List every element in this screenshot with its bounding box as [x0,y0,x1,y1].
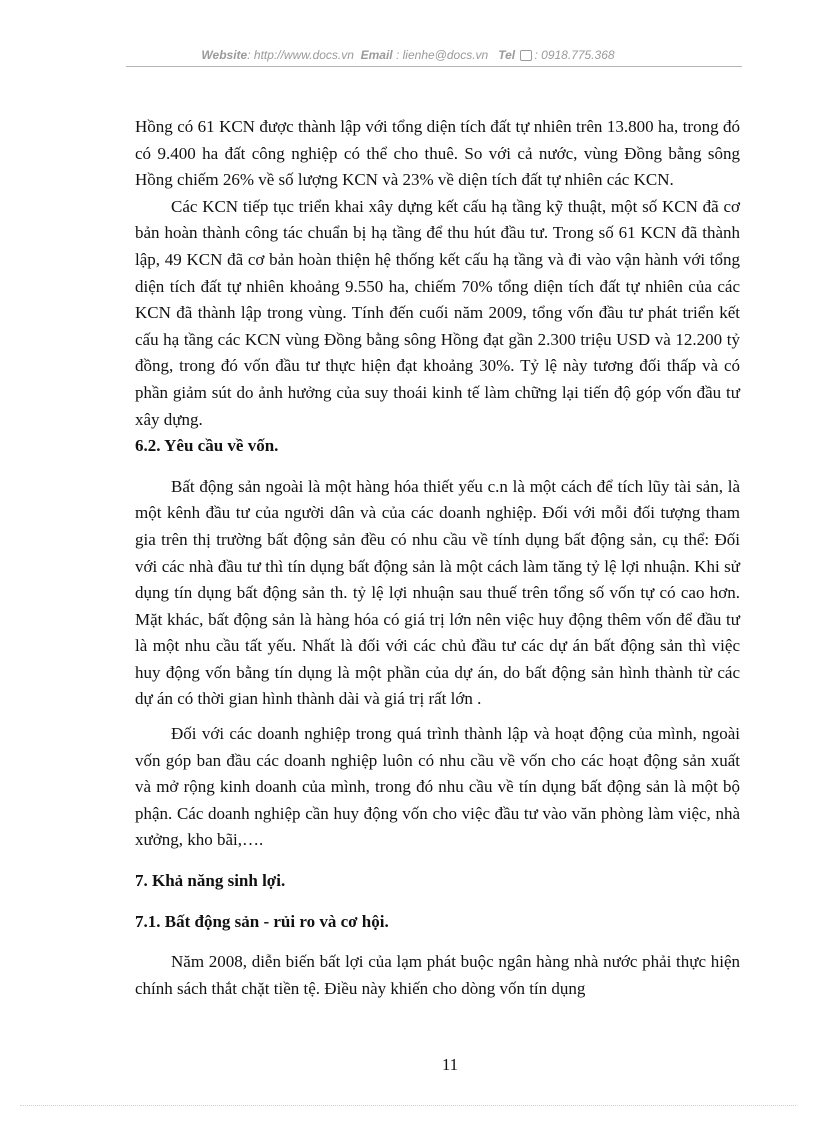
telephone-icon [520,50,532,61]
tel-label: Tel [498,48,516,62]
paragraph-3: Bất động sản ngoài là một hàng hóa thiết yếu c.n là một cách để tích lũy tài sản, là một kênh đầu tư của người dân và của các doanh nghiệp. Đối với mỗi đối tượng tham gia trên thị trường bất động sản đều có nhu cầu về tính dụng bất động sản, cụ thể: Đối với các nhà đầu tư thì tín dụng bất động sản là một cách làm tăng tỷ lệ lợi nhuận. Khi sử dụng tín dụng bất động sản th. tỷ lệ lợi nhuận sau thuế trên tổng số vốn tự có cao hơn. Mặt khác, bất động sản là hàng hóa có giá trị lớn nên việc huy động thêm vốn để đầu tư là một nhu cầu tất yếu. Nhất là đối với các chủ đầu tư các dự án bất động sản thì việc huy động vốn bằng tín dụng là một phần của dự án, do bất động sản hình thành từ các dự án có thời gian hình thành dài và giá trị rất lớn . [135,476,740,709]
page-header [0,48,816,62]
page-number: 11 [441,1055,459,1074]
footer-rule [20,1105,796,1106]
section-heading-7: 7. Khả năng sinh lợi. [135,871,286,891]
paragraph-1: Hồng có 61 KCN được thành lập với tổng diện tích đất tự nhiên trên 13.800 ha, trong đó có 9.400 ha đất công nghiệp có thể cho thuê. So với cả nước, vùng Đồng bằng sông Hồng chiếm 26% về số lượng KCN và 23% về diện tích đất tự nhiên các KCN. [135,117,740,190]
header-rule [126,66,742,67]
website-separator: : [247,48,254,62]
section-heading-7-1: 7.1. Bất động sản - rủi ro và cơ hội. [135,911,389,931]
paragraph-4: Đối với các doanh nghiệp trong quá trình thành lập và hoạt động của mình, ngoài vốn góp ban đầu các doanh nghiệp luôn có nhu cầu về vốn cho các hoạt động sản xuất và mở rộng kinh doanh của mình, trong đó nhu cầu về tín dụng bất động sản là một bộ phận. Các doanh nghiệp cần huy động vốn cho việc đầu tư vào văn phòng làm việc, nhà xưởng, kho bãi,…. [135,724,740,850]
document-body [135,114,740,1002]
email-label: Email [360,48,393,62]
paragraph-2: Các KCN tiếp tục triển khai xây dựng kết cấu hạ tầng kỹ thuật, một số KCN đã cơ bản hoàn thành công tác chuẩn bị hạ tầng để thu hút đầu tư. Trong số 61 KCN đã thành lập, 49 KCN đã cơ bản hoàn thiện hệ thống kết cấu hạ tầng và đi vào vận hành với tổng diện tích đất tự nhiên khoảng 9.550 ha, chiếm 70% tổng diện tích đất tự nhiên của các KCN đã thành lập trong vùng. Tính đến cuối năm 2009, tổng vốn đầu tư phát triển kết cấu hạ tầng các KCN vùng Đồng bằng sông Hồng đạt gần 2.300 triệu USD và 12.200 tỷ đồng, trong đó vốn đầu tư thực hiện đạt khoảng 30%. Tỷ lệ này tương đối thấp và có phần giảm sút do ảnh hưởng của suy thoái kinh tế làm chững lại tiến độ góp vốn đầu tư xây dựng. [135,196,740,429]
website-label: Website [201,48,248,62]
section-heading-6-2: 6.2. Yêu cầu về vốn. [135,436,279,456]
website-url[interactable]: http://www.docs.vn [253,48,354,62]
email-address[interactable]: lienhe@docs.vn [402,48,489,62]
tel-number: : 0918.775.368 [534,48,615,62]
paragraph-5: Năm 2008, diễn biến bất lợi của lạm phát buộc ngân hàng nhà nước phải thực hiện chính sách thắt chặt tiền tệ. Điều này khiến cho dòng vốn tín dụng [135,952,740,998]
email-separator: : [392,48,403,62]
